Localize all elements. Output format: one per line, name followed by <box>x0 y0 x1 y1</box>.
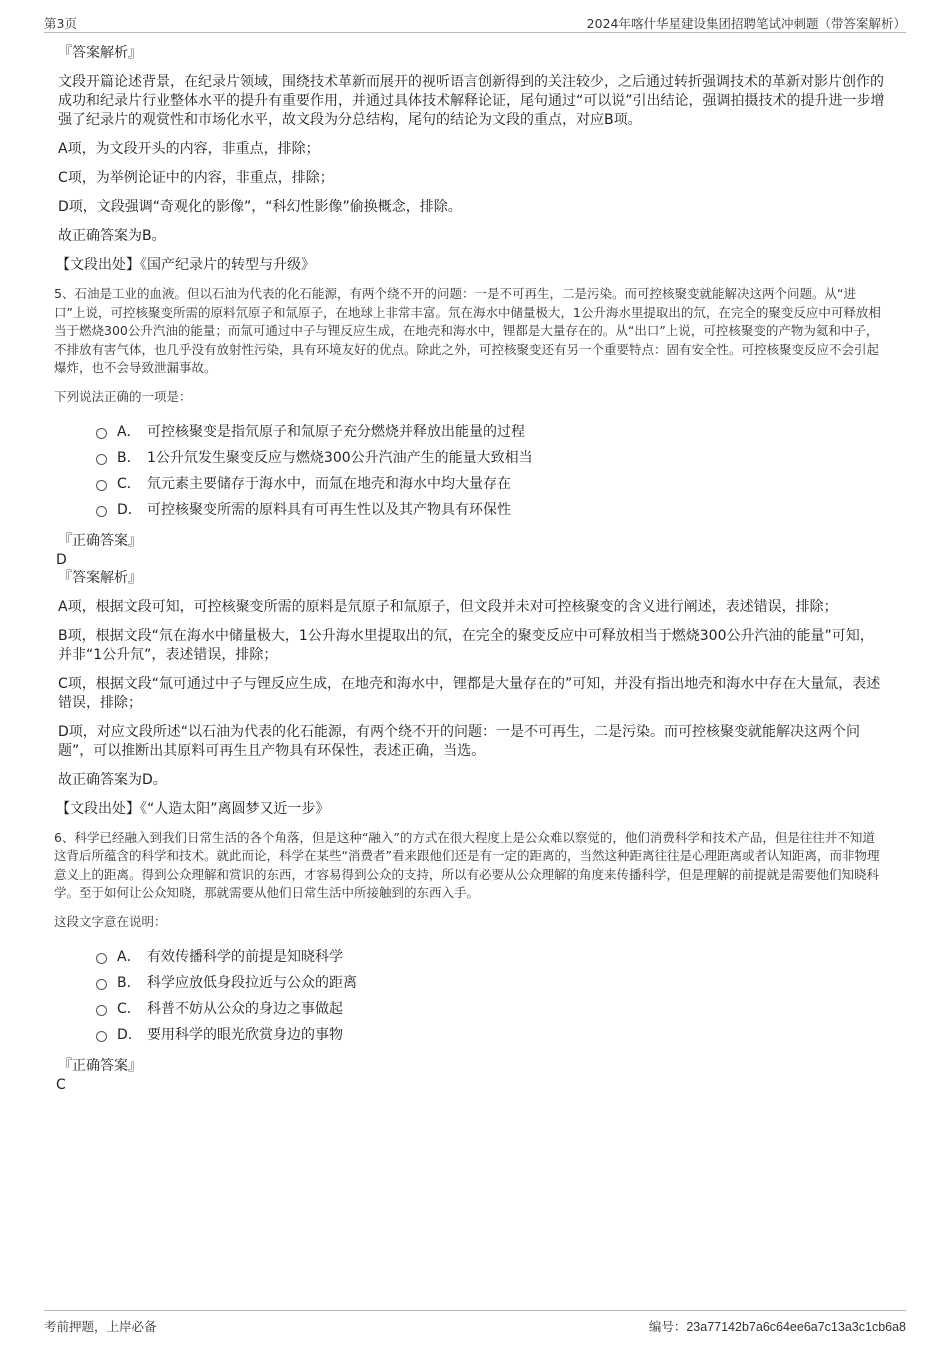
footer-slogan: 考前押题，上岸必备 <box>44 1319 157 1334</box>
q6-option-c[interactable] <box>96 995 886 1021</box>
radio-button-icon[interactable] <box>96 953 107 964</box>
radio-button-icon[interactable] <box>96 428 107 439</box>
page-header <box>44 12 906 33</box>
q5-answer-heading: 『正确答案』 <box>58 532 142 549</box>
q4-source: 【文段出处】《国产纪录片的转型与升级》 <box>56 257 315 273</box>
radio-button-icon[interactable] <box>96 454 107 465</box>
option-letter: C． <box>117 1000 141 1017</box>
radio-button-icon[interactable] <box>96 1005 107 1016</box>
code-label: 编号： <box>648 1320 687 1334</box>
option-text: 有效传播科学的前提是知晓科学 <box>147 948 343 965</box>
option-letter: B． <box>117 974 141 991</box>
q5-analysis-heading: 『答案解析』 <box>58 569 142 586</box>
q6-options <box>96 943 886 1047</box>
q4-option-c-note: C项，为举例论证中的内容，非重点，排除； <box>58 170 334 186</box>
q5-option-b[interactable] <box>96 444 886 470</box>
code-value: 23a77142b7a6c64ee6a7c13a3c1cb6a8 <box>686 1320 906 1334</box>
q4-conclusion: 故正确答案为B。 <box>58 228 166 244</box>
q4-option-d-note: D项，文段强调“奇观化的影像”，“科幻性影像”偷换概念，排除。 <box>58 199 462 215</box>
q6-option-a[interactable] <box>96 943 886 969</box>
document-code <box>649 1317 906 1335</box>
q4-option-a-note: A项，为文段开头的内容，非重点，排除； <box>58 141 320 157</box>
q6-prompt: 这段文字意在说明： <box>54 913 167 929</box>
radio-button-icon[interactable] <box>96 979 107 990</box>
radio-button-icon[interactable] <box>96 506 107 517</box>
page-content <box>56 44 886 1094</box>
q5-option-d-note: D项，对应文段所述“以石油为代表的化石能源，有两个绕不开的问题：一是不可再生，二是污染。而可控核聚变就能解决这两个问题”，可以推断出其原料可再生且产物具有环保性，表述正确，当选。 <box>58 723 861 759</box>
q5-prompt: 下列说法正确的一项是： <box>54 388 192 404</box>
option-text: 要用科学的眼光欣赏身边的事物 <box>147 1026 343 1043</box>
option-letter: A． <box>117 423 141 440</box>
q6-option-d[interactable] <box>96 1021 886 1047</box>
option-text: 氘元素主要储存于海水中，而氚在地壳和海水中均大量存在 <box>147 475 511 492</box>
option-text: 科学应放低身段拉近与公众的距离 <box>147 974 357 991</box>
radio-button-icon[interactable] <box>96 1031 107 1042</box>
document-title: 2024年喀什华星建设集团招聘笔试冲刺题（带答案解析） <box>586 16 906 31</box>
option-text: 科普不妨从公众的身边之事做起 <box>147 1000 343 1017</box>
q6-answer-heading: 『正确答案』 <box>58 1057 142 1074</box>
q6-option-b[interactable] <box>96 969 886 995</box>
q5-option-a[interactable] <box>96 418 886 444</box>
q6-passage: 6、科学已经融入到我们日常生活的各个角落，但是这种“融入”的方式在很大程度上是公众难以察觉的，他们消费科学和技术产品，但是往往并不知道这背后所蕴含的科学和技术。就此而论，科学在某些“消费者”看来跟他们还是有一定的距离的，当然这种距离往往是心理距离或者认知距离，而非物理意义上的距离。得到公众理解和赏识的东西，才容易得到公众的支持，所以有必要从公众理解的角度来传播科学，但是理解的前提就是需要他们知晓科学。至于如何让公众知晓，那就需要从他们日常生活中所接触到的东西入手。 <box>54 829 880 900</box>
q5-option-c-note: C项，根据文段“氚可通过中子与锂反应生成，在地壳和海水中，锂都是大量存在的”可知，并没有指出地壳和海水中存在大量氚，表述错误，排除； <box>58 675 881 711</box>
option-text: 可控核聚变是指氘原子和氚原子充分燃烧并释放出能量的过程 <box>147 423 525 440</box>
q6-answer: C <box>56 1076 66 1093</box>
q5-option-b-note: B项，根据文段“氘在海水中储量极大，1公升海水里提取出的氘，在完全的聚变反应中可释放相当于燃烧300公升汽油的能量”可知，并非“1公升氘”，表述错误，排除； <box>58 627 874 663</box>
option-letter: D． <box>117 1026 142 1043</box>
q5-option-a-note: A项，根据文段可知，可控核聚变所需的原料是氘原子和氚原子，但文段并未对可控核聚变的含义进行阐述，表述错误，排除； <box>58 598 838 615</box>
q5-option-c[interactable] <box>96 470 886 496</box>
option-letter: C． <box>117 475 141 492</box>
q4-analysis-text: 文段开篇论述背景，在纪录片领域，围绕技术革新而展开的视听语言创新得到的关注较少，之后通过转折强调技术的革新对影片创作的成功和纪录片行业整体水平的提升有重要作用，并通过具体技术解释论证，尾句通过“可以说”引出结论，强调拍摄技术的提升进一步增强了纪录片的观赏性和市场化水平，故文段为分总结构，尾句的结论为文段的重点，对应B项。 <box>58 74 885 128</box>
q5-option-d[interactable] <box>96 496 886 522</box>
q5-passage: 5、石油是工业的血液。但以石油为代表的化石能源，有两个绕不开的问题：一是不可再生，二是污染。而可控核聚变就能解决这两个问题。从“进口”上说，可控核聚变所需的原料氘原子和氚原子，在地球上非常丰富。氘在海水中储量极大，1公升海水里提取出的氘，在完全的聚变反应中可释放相当于燃烧300公升汽油的能量；而氚可通过中子与锂反应生成，在地壳和海水中，锂都是大量存在的。从“出口”上说，可控核聚变的产物为氦和中子，不排放有害气体，也几乎没有放射性污染，具有环境友好的优点。除此之外，可控核聚变还有另一个重要特点：固有安全性。可控核聚变反应不会引起爆炸，也不会导致泄漏事故。 <box>54 286 881 375</box>
option-text: 1公升氘发生聚变反应与燃烧300公升汽油产生的能量大致相当 <box>147 449 533 466</box>
page-footer <box>44 1310 906 1335</box>
q5-conclusion: 故正确答案为D。 <box>58 771 167 788</box>
page-number: 第3页 <box>44 16 77 31</box>
q4-analysis-heading: 『答案解析』 <box>58 45 142 61</box>
q5-source: 【文段出处】《“人造太阳”离圆梦又近一步》 <box>56 800 330 817</box>
q5-answer: D <box>56 551 67 568</box>
option-letter: A． <box>117 948 141 965</box>
option-letter: B． <box>117 449 141 466</box>
option-letter: D． <box>117 501 142 518</box>
q5-options <box>96 418 886 522</box>
option-text: 可控核聚变所需的原料具有可再生性以及其产物具有环保性 <box>147 501 511 518</box>
radio-button-icon[interactable] <box>96 480 107 491</box>
